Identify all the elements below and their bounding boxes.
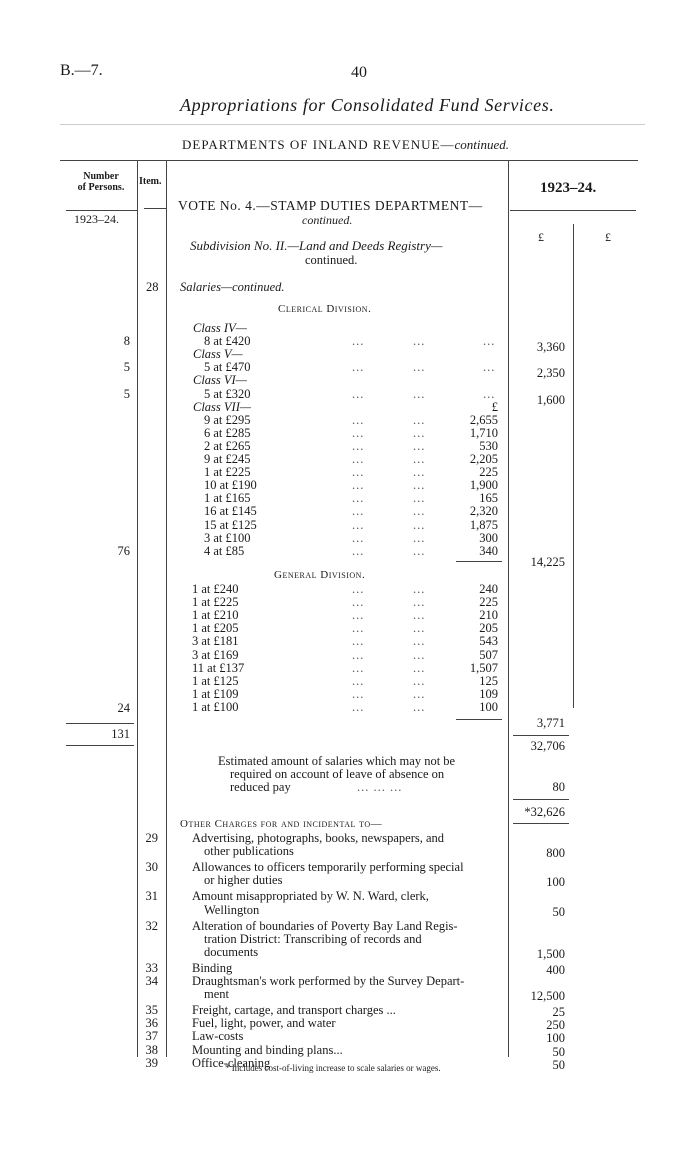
- salary-line: 1 at £210: [192, 608, 239, 623]
- subtotal-value: 165: [479, 491, 498, 506]
- leader-dots: ...: [352, 334, 365, 349]
- salary-line: 1 at £125: [192, 673, 239, 688]
- leader-dots: ...: [352, 465, 365, 480]
- leader-dots: ...: [413, 491, 426, 506]
- amount-value: 25: [552, 1005, 565, 1020]
- header-bottom-rule-right: [510, 210, 636, 211]
- salary-line: 9 at £295: [204, 412, 251, 427]
- subtotal-value: 2,655: [469, 412, 498, 427]
- leader-dots: ...: [413, 673, 426, 688]
- salary-line: 10 at £190: [204, 478, 257, 493]
- column-header-year-left: 1923–24.: [74, 212, 119, 226]
- charge-label-cont: Wellington: [204, 902, 260, 917]
- salary-line: 5 at £470: [204, 360, 251, 375]
- leader-dots: ...: [483, 360, 496, 375]
- amount-total-rule: [513, 735, 569, 736]
- charge-label: Amount misappropriated by W. N. Ward, clerk,: [192, 889, 429, 904]
- subtotal-value: 1,900: [469, 478, 498, 493]
- pound-sign-2: £: [605, 230, 611, 244]
- item-number: 31: [145, 889, 158, 904]
- persons-total-rule: [66, 723, 134, 724]
- charge-label: Office-cleaning: [192, 1055, 271, 1070]
- persons-count: 5: [123, 360, 130, 375]
- subtotal-value: 2,205: [469, 452, 498, 466]
- leader-dots: ...: [352, 634, 365, 649]
- subtotal-value: 109: [479, 686, 498, 701]
- class-heading: Class VII—: [193, 399, 251, 414]
- estimate-line-3: reduced pay: [230, 780, 291, 794]
- general-subtotal-rule: [456, 719, 502, 720]
- subtotal-value: 2,320: [469, 504, 498, 519]
- item-number: 34: [145, 974, 158, 988]
- vote-continued: continued.: [302, 213, 353, 227]
- net-total-rule: [513, 799, 569, 800]
- subtotal-value: 210: [479, 608, 498, 623]
- leader-dots: ...: [413, 360, 426, 375]
- persons-count: 76: [117, 543, 130, 558]
- subdivision-continued: continued.: [305, 253, 358, 267]
- leader-dots: ...: [413, 699, 426, 714]
- leader-dots: ...: [413, 465, 426, 480]
- charge-label-cont: or higher duties: [204, 873, 283, 888]
- charge-label: Allowances to officers temporarily performing special: [192, 860, 464, 875]
- amount-value: 250: [546, 1018, 565, 1033]
- clerical-total: 14,225: [530, 555, 565, 569]
- amount-value: 50: [552, 904, 565, 919]
- footnote: * Includes cost-of-living increase to scale salaries or wages.: [225, 1063, 441, 1073]
- header-bottom-rule-left: [66, 210, 138, 211]
- amount-value: 800: [546, 846, 565, 861]
- subtotal-value: 530: [479, 438, 498, 453]
- table-top-rule: [60, 160, 638, 161]
- leader-dots: ...: [352, 425, 365, 440]
- persons-count: 5: [123, 386, 130, 401]
- leader-dots: ...: [413, 386, 426, 401]
- amount-value: 100: [546, 1031, 565, 1046]
- subtotal-value: 543: [479, 634, 498, 649]
- amount-value: 400: [546, 962, 565, 977]
- leader-dots: ...: [413, 452, 426, 466]
- page-ref: B.—7.: [60, 62, 103, 79]
- salary-line: 6 at £285: [204, 425, 251, 440]
- item-number: 35: [145, 1003, 158, 1018]
- class-heading: Class IV—: [193, 321, 247, 335]
- persons-count: 8: [123, 334, 130, 349]
- general-persons: 24: [117, 701, 130, 715]
- leader-dots: ...: [413, 530, 426, 545]
- subtotal-value: £: [491, 399, 498, 414]
- leader-dots: ...: [413, 582, 426, 596]
- leader-dots: ...: [413, 438, 426, 453]
- subtotal-value: 1,507: [469, 660, 498, 675]
- leader-dots: ...: [413, 621, 426, 636]
- page-title: Appropriations for Consolidated Fund Services.: [180, 95, 555, 115]
- leader-dots: ...: [413, 543, 426, 558]
- leader-dots: ...: [352, 360, 365, 375]
- clerical-heading: Clerical Division.: [278, 303, 372, 315]
- salary-line: 3 at £181: [192, 634, 239, 649]
- salary-line: 1 at £240: [192, 582, 239, 596]
- charge-label: Mounting and binding plans...: [192, 1042, 343, 1057]
- amount-value: 3,360: [536, 340, 565, 355]
- charge-label: Binding: [192, 960, 233, 975]
- item-number: 30: [145, 860, 158, 875]
- item-number: 33: [145, 960, 158, 975]
- amount-value: 2,350: [536, 366, 565, 381]
- item-number: 29: [145, 831, 158, 845]
- salary-line: 1 at £225: [204, 465, 251, 480]
- estimate-amount: 80: [552, 780, 565, 794]
- salary-line: 2 at £265: [204, 438, 251, 453]
- leader-dots: ...: [483, 386, 496, 401]
- leader-dots: ...: [483, 334, 496, 349]
- leader-dots: ...: [413, 634, 426, 649]
- vote-title: VOTE No. 4.—STAMP DUTIES DEPARTMENT—: [178, 198, 483, 213]
- other-charges-heading: Other Charges for and incidental to—: [180, 818, 383, 830]
- charge-label: Draughtsman's work performed by the Survey Depart-: [192, 974, 465, 988]
- salary-line: 1 at £225: [192, 595, 239, 610]
- salary-line: 1 at £205: [192, 621, 239, 636]
- leader-dots: ...: [352, 699, 365, 714]
- leader-dots: ...: [413, 504, 426, 519]
- header-bottom-rule-item: [144, 208, 167, 209]
- grand-persons: 131: [111, 727, 130, 741]
- salary-line: 3 at £100: [204, 530, 251, 545]
- subtotal-value: 225: [479, 595, 498, 610]
- amount-value: 50: [552, 1057, 565, 1072]
- leader-dots: ...: [413, 660, 426, 675]
- salary-line: 9 at £245: [204, 452, 251, 466]
- leader-dots: ...: [352, 621, 365, 636]
- subtotal-value: 1,875: [469, 517, 498, 532]
- salary-line: 1 at £165: [204, 491, 251, 506]
- subtotal-value: 205: [479, 621, 498, 636]
- salaries-label: Salaries—continued.: [180, 280, 285, 294]
- item-number: 39: [145, 1055, 158, 1070]
- column-header-persons: [64, 171, 138, 193]
- leader-dots: ...: [352, 491, 365, 506]
- leader-dots: ...: [413, 478, 426, 493]
- leader-dots: ...: [413, 686, 426, 701]
- page-number: 40: [351, 64, 367, 81]
- leader-dots: ...: [352, 438, 365, 453]
- charge-label: Fuel, light, power, and water: [192, 1016, 336, 1031]
- leader-dots: ...: [413, 334, 426, 349]
- leader-dots: ...: [352, 478, 365, 493]
- subtotal-value: 125: [479, 673, 498, 688]
- col-persons-line1: Number: [83, 171, 119, 182]
- salary-line: 1 at £100: [192, 699, 239, 714]
- leader-dots: ...: [352, 608, 365, 623]
- leader-dots: ...: [352, 647, 365, 662]
- leader-dots: ...: [352, 673, 365, 688]
- amount-value: 1,600: [536, 392, 565, 407]
- item-number: 37: [145, 1029, 158, 1044]
- grand-total: 32,706: [530, 739, 565, 753]
- class-heading: Class V—: [193, 347, 243, 362]
- salary-line: 4 at £85: [204, 543, 245, 558]
- leader-dots: ...: [413, 608, 426, 623]
- general-total: 3,771: [536, 716, 565, 730]
- charge-label-cont: tration District: Transcribing of records and: [204, 931, 422, 946]
- salaries-item-number: 28: [146, 280, 159, 294]
- col-divider-item: [166, 160, 167, 1057]
- column-header-year-right: 1923–24.: [540, 180, 597, 196]
- charge-label: Law-costs: [192, 1029, 244, 1044]
- salary-line: 8 at £420: [204, 334, 251, 349]
- subtotal-value: 340: [479, 543, 498, 558]
- leader-dots: ...: [352, 582, 365, 596]
- salary-line: 5 at £320: [204, 386, 251, 401]
- item-number: 38: [145, 1042, 158, 1057]
- subtotal-value: 100: [479, 699, 498, 714]
- charge-label: Freight, cartage, and transport charges ...: [192, 1003, 396, 1018]
- amount-value: 50: [552, 1044, 565, 1059]
- leader-dots: ...: [352, 686, 365, 701]
- col-divider-amount: [508, 160, 509, 1057]
- estimate-line-1: Estimated amount of salaries which may not be: [218, 754, 456, 768]
- class-heading: Class VI—: [193, 373, 247, 388]
- salary-line: 11 at £137: [192, 660, 245, 675]
- leader-dots: ...: [352, 504, 365, 519]
- amount-value: 1,500: [536, 946, 565, 961]
- pound-sign-1: £: [538, 230, 544, 244]
- leader-dots: ...: [352, 543, 365, 558]
- department-main: DEPARTMENTS OF INLAND REVENUE—: [182, 137, 455, 152]
- salary-line: 15 at £125: [204, 517, 257, 532]
- charge-label: Advertising, photographs, books, newspapers, and: [192, 831, 445, 845]
- leader-dots: ...: [352, 530, 365, 545]
- leader-dots: ...: [352, 412, 365, 427]
- title-rule: [60, 124, 645, 125]
- salary-line: 16 at £145: [204, 504, 257, 519]
- subdivision-heading: Subdivision No. II.—Land and Deeds Registry—: [190, 238, 443, 253]
- charge-label: Alteration of boundaries of Poverty Bay Land Regis-: [192, 918, 458, 933]
- item-number: 36: [145, 1016, 158, 1031]
- amount-value: 100: [546, 875, 565, 890]
- subtotal-value: 300: [479, 530, 498, 545]
- leader-dots: ...: [352, 386, 365, 401]
- col-persons-line2: of Persons.: [77, 182, 125, 193]
- general-heading: General Division.: [274, 569, 366, 581]
- subtotal-value: 240: [479, 582, 498, 596]
- amount-value: 12,500: [530, 989, 565, 1004]
- subtotal-value: 507: [479, 647, 498, 662]
- col-divider-pounds: [573, 224, 574, 708]
- leader-dots: ...: [413, 647, 426, 662]
- leader-dots: ...: [352, 595, 365, 610]
- leader-dots: ...: [352, 517, 365, 532]
- leader-dots: ...: [413, 412, 426, 427]
- charge-label-cont: ment: [204, 987, 229, 1002]
- leader-dots: ...: [413, 595, 426, 610]
- subtotal-value: 1,710: [469, 425, 498, 440]
- estimate-leader: ... ... ...: [357, 780, 403, 794]
- salary-line: 3 at £169: [192, 647, 239, 662]
- charge-label-cont: documents: [204, 944, 259, 959]
- item-number: 32: [145, 918, 158, 933]
- department-cont: continued.: [454, 137, 510, 152]
- net-total: *32,626: [524, 805, 565, 819]
- column-header-item: Item.: [139, 176, 162, 187]
- leader-dots: ...: [352, 452, 365, 466]
- clerical-subtotal-rule: [456, 561, 502, 562]
- persons-total-rule-bottom: [66, 745, 134, 746]
- leader-dots: ...: [352, 660, 365, 675]
- salary-line: 1 at £109: [192, 686, 239, 701]
- net-total-rule-bottom: [513, 823, 569, 824]
- charge-label-cont: other publications: [204, 844, 294, 859]
- leader-dots: ...: [413, 517, 426, 532]
- subtotal-value: 225: [479, 465, 498, 480]
- estimate-line-2: required on account of leave of absence on: [230, 767, 445, 781]
- leader-dots: ...: [413, 425, 426, 440]
- department-heading: [182, 137, 509, 153]
